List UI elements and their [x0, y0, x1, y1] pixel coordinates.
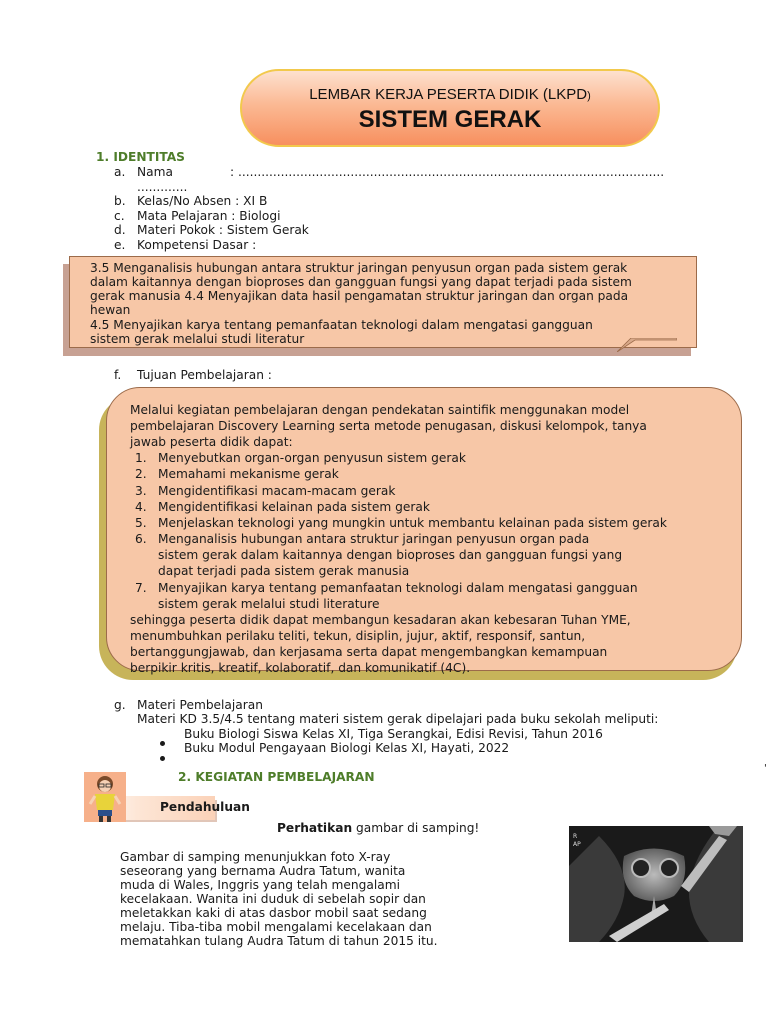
tujuan-item-number: 2.: [135, 467, 147, 481]
tujuan-item: Menyajikan karya tentang pemanfaatan teknologi dalam mengatasi gangguan: [158, 581, 638, 595]
tujuan-intro-line: Melalui kegiatan pembelajaran dengan pendekatan saintifik menggunakan model: [130, 403, 630, 417]
tujuan-item-number: 6.: [135, 532, 147, 546]
perhatikan-instruction: Perhatikan gambar di samping!: [277, 821, 480, 835]
nama-field-continuation: .............: [137, 180, 188, 194]
tujuan-closing-line: berpikir kritis, kreatif, kolaboratif, dan komunikatif (4C).: [130, 661, 471, 675]
kd-line: 3.5 Menganalisis hubungan antara struktur jaringan penyusun organ pada sistem gerak: [90, 261, 628, 275]
tujuan-closing-line: sehingga peserta didik dapat membangun kesadaran akan kebesaran Tuhan YME,: [130, 613, 631, 627]
identitas-mapel: Mata Pelajaran : Biologi: [137, 209, 281, 223]
xray-marker: R: [573, 833, 578, 840]
book-item: Buku Biologi Siswa Kelas XI, Tiga Serangkai, Edisi Revisi, Tahun 2016: [184, 727, 603, 741]
tujuan-item: Menjelaskan teknologi yang mungkin untuk membantu kelainan pada sistem gerak: [158, 516, 667, 530]
identitas-letter-d: d.: [114, 223, 126, 237]
identitas-kompetensi: Kompetensi Dasar :: [137, 238, 257, 252]
identitas-label-nama: Nama: [137, 165, 173, 179]
tujuan-item: Menyebutkan organ-organ penyusun sistem gerak: [158, 451, 466, 465]
kd-line: gerak manusia 4.4 Menyajikan data hasil pengamatan struktur jaringan dan organ pada: [90, 289, 629, 303]
identitas-letter-c: c.: [114, 209, 125, 223]
tujuan-closing-line: menumbuhkan perilaku teliti, tekun, disiplin, jujur, aktif, responsif, santun,: [130, 629, 586, 643]
kegiatan-heading: 2. KEGIATAN PEMBELAJARAN: [178, 770, 375, 784]
case-paragraph-line: mematahkan tulang Audra Tatum di tahun 2015 itu.: [120, 934, 438, 948]
tujuan-item-number: 1.: [135, 451, 147, 465]
title-line-2: SISTEM GERAK: [358, 106, 542, 133]
case-paragraph-line: meletakkan kaki di atas dasbor mobil saat sedang: [120, 906, 427, 920]
tujuan-item: Menganalisis hubungan antara struktur jaringan penyusun organ pada: [158, 532, 590, 546]
tujuan-item-continuation: sistem gerak dalam kaitannya dengan bioproses dan gangguan fungsi yang: [158, 548, 623, 562]
stray-mark: ': [764, 763, 767, 774]
page-curl-icon: [617, 338, 677, 352]
tujuan-item-number: 5.: [135, 516, 147, 530]
kd-line: hewan: [90, 303, 131, 317]
kd-line: sistem gerak melalui studi literatur: [90, 332, 305, 346]
identitas-letter-b: b.: [114, 194, 126, 208]
xray-image: [569, 826, 743, 942]
title-line-1: LEMBAR KERJA PESERTA DIDIK (LKPD): [309, 86, 591, 103]
case-paragraph-line: kecelakaan. Wanita ini duduk di sebelah sopir dan: [120, 892, 426, 906]
tujuan-intro-line: pembelajaran Discovery Learning serta metode penugasan, diskusi kelompok, tanya: [130, 419, 647, 433]
bullet-icon: [160, 746, 165, 765]
case-paragraph-line: Gambar di samping menunjukkan foto X-ray: [120, 850, 391, 864]
tujuan-closing-line: bertanggungjawab, dan kerjasama serta dapat mengembangkan kemampuan: [130, 645, 608, 659]
tujuan-item-number: 3.: [135, 484, 147, 498]
case-paragraph-line: melaju. Tiba-tiba mobil mengalami kecelakaan dan: [120, 920, 432, 934]
kd-line: dalam kaitannya dengan bioproses dan gangguan fungsi yang dapat terjadi pada sistem: [90, 275, 632, 289]
nama-field[interactable]: : ..............................................................................................................: [230, 165, 665, 179]
identitas-letter-a: a.: [114, 165, 126, 179]
identitas-kelas: Kelas/No Absen : XI B: [137, 194, 268, 208]
book-item: Buku Modul Pengayaan Biologi Kelas XI, Hayati, 2022: [184, 741, 510, 755]
materi-description: Materi KD 3.5/4.5 tentang materi sistem gerak dipelajari pada buku sekolah meliputi:: [137, 712, 659, 726]
tujuan-item: Mengidentifikasi macam-macam gerak: [158, 484, 396, 498]
teacher-icon: [84, 772, 126, 822]
kd-line: 4.5 Menyajikan karya tentang pemanfaatan teknologi dalam mengatasi gangguan: [90, 318, 593, 332]
tujuan-letter: f.: [114, 368, 122, 382]
tujuan-item-number: 4.: [135, 500, 147, 514]
tujuan-item-continuation: sistem gerak melalui studi literature: [158, 597, 380, 611]
tujuan-label: Tujuan Pembelajaran :: [137, 368, 272, 382]
materi-letter: g.: [114, 698, 126, 712]
tujuan-item: Mengidentifikasi kelainan pada sistem gerak: [158, 500, 430, 514]
case-paragraph-line: muda di Wales, Inggris yang telah mengalami: [120, 878, 400, 892]
tujuan-item-continuation: dapat terjadi pada sistem gerak manusia: [158, 564, 410, 578]
materi-label: Materi Pembelajaran: [137, 698, 263, 712]
xray-marker: AP: [573, 841, 581, 848]
tujuan-item-number: 7.: [135, 581, 147, 595]
tujuan-intro-line: jawab peserta didik dapat:: [130, 435, 293, 449]
pendahuluan-label: Pendahuluan: [160, 800, 250, 814]
identitas-letter-e: e.: [114, 238, 126, 252]
identitas-materi-pokok: Materi Pokok : Sistem Gerak: [137, 223, 309, 237]
case-paragraph-line: seseorang yang bernama Audra Tatum, wanita: [120, 864, 406, 878]
identitas-heading: 1. IDENTITAS: [96, 150, 185, 164]
tujuan-item: Memahami mekanisme gerak: [158, 467, 339, 481]
